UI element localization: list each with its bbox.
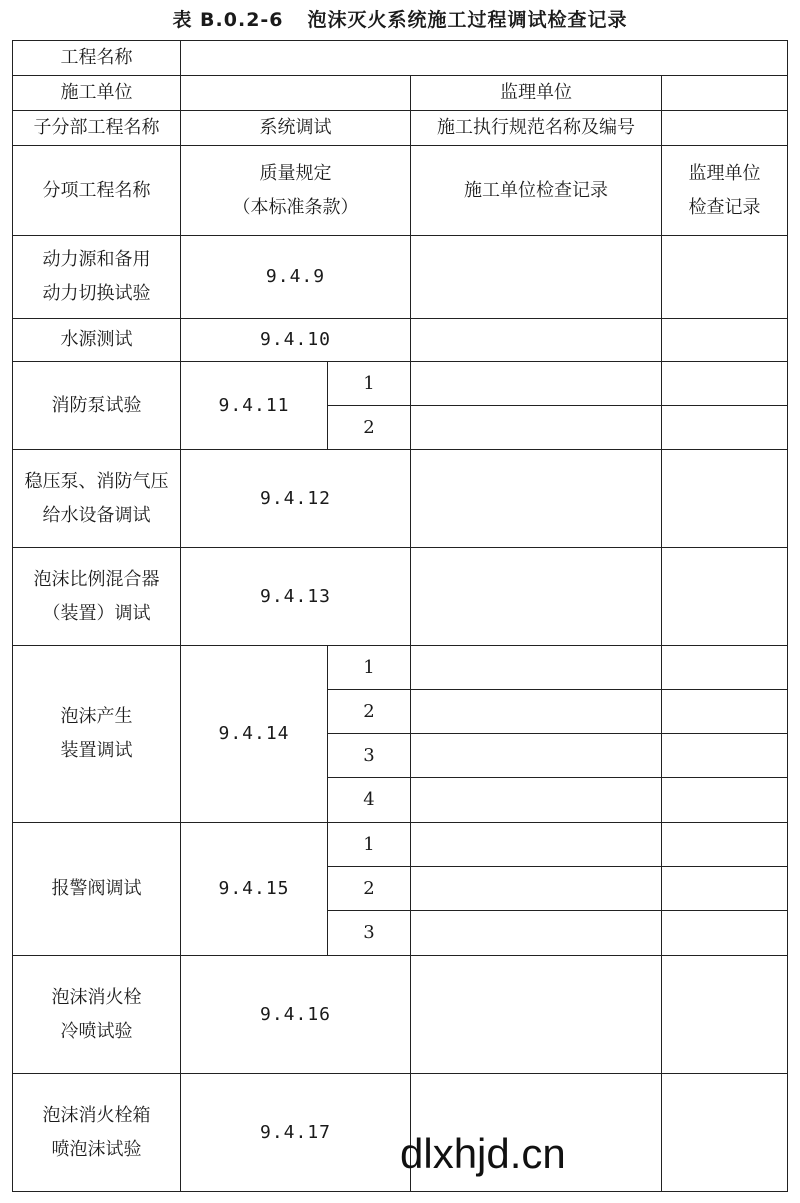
supervision-record-cell[interactable]	[662, 734, 788, 778]
supervision-record-header	[662, 146, 788, 236]
item-clause: 9.4.11	[181, 362, 328, 450]
supervision-record-cell[interactable]	[662, 319, 788, 362]
supervision-record-cell[interactable]	[662, 406, 788, 450]
supervision-unit-value[interactable]	[662, 76, 788, 111]
inspection-record-table	[12, 40, 788, 1192]
supervision-unit-label: 监理单位	[411, 76, 662, 111]
supervision-record-cell[interactable]	[662, 1074, 788, 1192]
construction-record-cell[interactable]	[411, 362, 662, 406]
construction-record-cell[interactable]	[411, 646, 662, 690]
supervision-record-cell[interactable]	[662, 867, 788, 911]
construction-record-cell[interactable]	[411, 406, 662, 450]
supervision-record-cell[interactable]	[662, 236, 788, 319]
construction-record-cell[interactable]	[411, 450, 662, 548]
item-name: 动力源和备用 动力切换试验	[13, 236, 181, 319]
supervision-record-cell[interactable]	[662, 778, 788, 823]
table-row	[13, 319, 788, 362]
spec-label: 施工执行规范名称及编号	[411, 111, 662, 146]
row-sub-project	[13, 111, 788, 146]
supervision-record-cell[interactable]	[662, 362, 788, 406]
table-row	[13, 236, 788, 319]
item-clause: 9.4.17	[181, 1074, 411, 1192]
construction-unit-value[interactable]	[181, 76, 411, 111]
project-name-value[interactable]	[181, 41, 788, 76]
sub-item-number: 1	[328, 646, 411, 690]
item-name: 泡沫比例混合器 （装置）调试	[13, 548, 181, 646]
table-row	[13, 646, 788, 690]
sub-item-number: 2	[328, 867, 411, 911]
item-clause: 9.4.15	[181, 823, 328, 956]
construction-record-cell[interactable]	[411, 867, 662, 911]
construction-record-cell[interactable]	[411, 319, 662, 362]
supervision-record-header-line2: 检查记录	[688, 196, 761, 218]
row-column-headers	[13, 146, 788, 236]
sub-item-number: 3	[328, 911, 411, 956]
supervision-record-cell[interactable]	[662, 956, 788, 1074]
construction-record-cell[interactable]	[411, 956, 662, 1074]
table-row	[13, 450, 788, 548]
construction-record-cell[interactable]	[411, 690, 662, 734]
table-row	[13, 548, 788, 646]
supervision-record-cell[interactable]	[662, 823, 788, 867]
watermark: dlxhjd.cn	[400, 1130, 566, 1177]
table-row	[13, 362, 788, 406]
item-clause: 9.4.10	[181, 319, 411, 362]
item-clause: 9.4.12	[181, 450, 411, 548]
table-code: 表 B.0.2-6	[172, 9, 284, 31]
sub-item-number: 3	[328, 734, 411, 778]
supervision-record-cell[interactable]	[662, 911, 788, 956]
row-project-name	[13, 41, 788, 76]
item-name: 泡沫消火栓 冷喷试验	[13, 956, 181, 1074]
item-clause: 9.4.16	[181, 956, 411, 1074]
sub-item-number: 1	[328, 362, 411, 406]
item-name: 消防泵试验	[13, 362, 181, 450]
construction-record-cell[interactable]	[411, 236, 662, 319]
item-name: 水源测试	[13, 319, 181, 362]
table-row	[13, 956, 788, 1074]
item-clause: 9.4.13	[181, 548, 411, 646]
construction-unit-label: 施工单位	[13, 76, 181, 111]
item-clause: 9.4.14	[181, 646, 328, 823]
supervision-record-cell[interactable]	[662, 690, 788, 734]
sub-item-number: 1	[328, 823, 411, 867]
sub-item-number: 4	[328, 778, 411, 823]
item-name: 报警阀调试	[13, 823, 181, 956]
construction-record-cell[interactable]	[411, 734, 662, 778]
sub-project-value: 系统调试	[181, 111, 411, 146]
item-clause: 9.4.9	[181, 236, 411, 319]
sub-project-label: 子分部工程名称	[13, 111, 181, 146]
project-name-label: 工程名称	[13, 41, 181, 76]
supervision-record-cell[interactable]	[662, 548, 788, 646]
supervision-record-header-line1: 监理单位	[688, 162, 761, 184]
item-name-header: 分项工程名称	[13, 146, 181, 236]
item-name: 泡沫消火栓箱 喷泡沫试验	[13, 1074, 181, 1192]
sub-item-number: 2	[328, 690, 411, 734]
construction-record-cell[interactable]	[411, 823, 662, 867]
construction-record-cell[interactable]	[411, 548, 662, 646]
quality-header-line2: （本标准条款）	[232, 196, 359, 218]
document-title	[0, 5, 800, 32]
item-name: 泡沫产生 装置调试	[13, 646, 181, 823]
construction-record-cell[interactable]	[411, 778, 662, 823]
table-title: 泡沫灭火系统施工过程调试检查记录	[307, 9, 628, 31]
construction-record-header: 施工单位检查记录	[411, 146, 662, 236]
table-row	[13, 823, 788, 867]
item-name: 稳压泵、消防气压 给水设备调试	[13, 450, 181, 548]
quality-header-line1: 质量规定	[259, 162, 332, 184]
construction-record-cell[interactable]	[411, 911, 662, 956]
supervision-record-cell[interactable]	[662, 646, 788, 690]
row-construction-unit	[13, 76, 788, 111]
sub-item-number: 2	[328, 406, 411, 450]
spec-value[interactable]	[662, 111, 788, 146]
quality-header	[181, 146, 411, 236]
supervision-record-cell[interactable]	[662, 450, 788, 548]
